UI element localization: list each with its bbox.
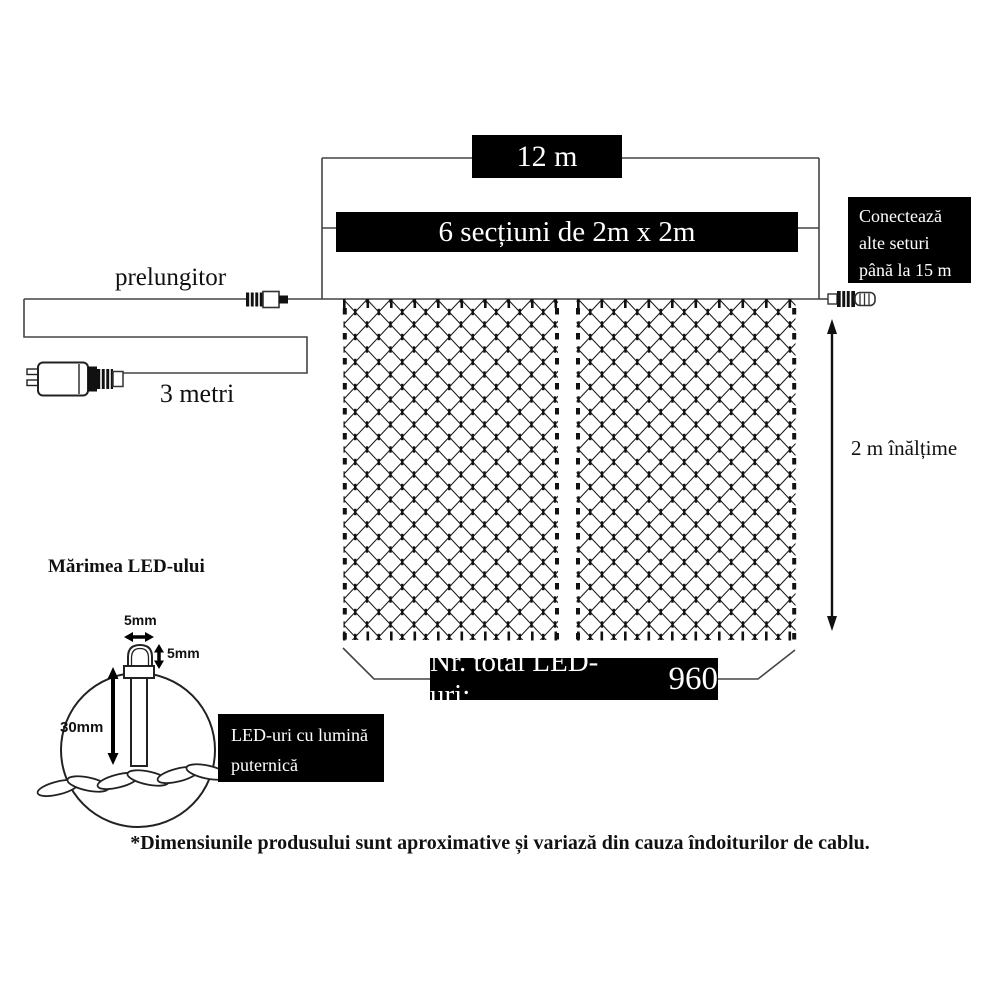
total-leds-value: 960 bbox=[668, 660, 718, 697]
total-leds-label: Nr. total LED-uri: bbox=[430, 646, 599, 711]
led-length-label: 30mm bbox=[60, 719, 104, 736]
dimensions-footnote: *Dimensiunile produsului sunt aproximative și variază din cauza îndoiturilor de cablu. bbox=[130, 832, 870, 854]
end-connector-icon bbox=[819, 291, 875, 307]
power-plug-icon bbox=[27, 363, 123, 396]
led-note-line-2: puternică bbox=[231, 754, 298, 775]
total-width-bar bbox=[472, 135, 622, 178]
led-height-label: 5mm bbox=[167, 645, 200, 661]
sections-label: 6 secțiuni de 2m x 2m bbox=[438, 215, 696, 248]
led-height-arrow bbox=[154, 644, 164, 669]
net-mesh bbox=[343, 299, 796, 640]
led-width-label: 5mm bbox=[124, 612, 157, 628]
led-note-line-1: LED-uri cu lumină bbox=[231, 725, 368, 745]
led-brightness-note-box bbox=[218, 714, 384, 782]
connect-line-3: până la 15 m bbox=[859, 260, 952, 280]
connect-line-1: Conectează bbox=[859, 206, 942, 226]
sections-bar bbox=[336, 212, 798, 252]
height-label: 2 m înălțime bbox=[851, 436, 958, 460]
extension-label: prelungitor bbox=[114, 264, 227, 291]
cable-length-label: 3 metri bbox=[159, 379, 235, 408]
total-width-label: 12 m bbox=[516, 139, 578, 173]
total-leds-bar bbox=[430, 646, 718, 711]
height-arrow bbox=[827, 319, 837, 631]
led-size-title: Mărimea LED-ului bbox=[48, 556, 205, 577]
connect-line-2: alte seturi bbox=[859, 233, 930, 253]
connect-other-sets-box bbox=[848, 197, 971, 283]
led-width-arrow bbox=[124, 632, 154, 642]
extension-connector-icon bbox=[246, 292, 288, 308]
